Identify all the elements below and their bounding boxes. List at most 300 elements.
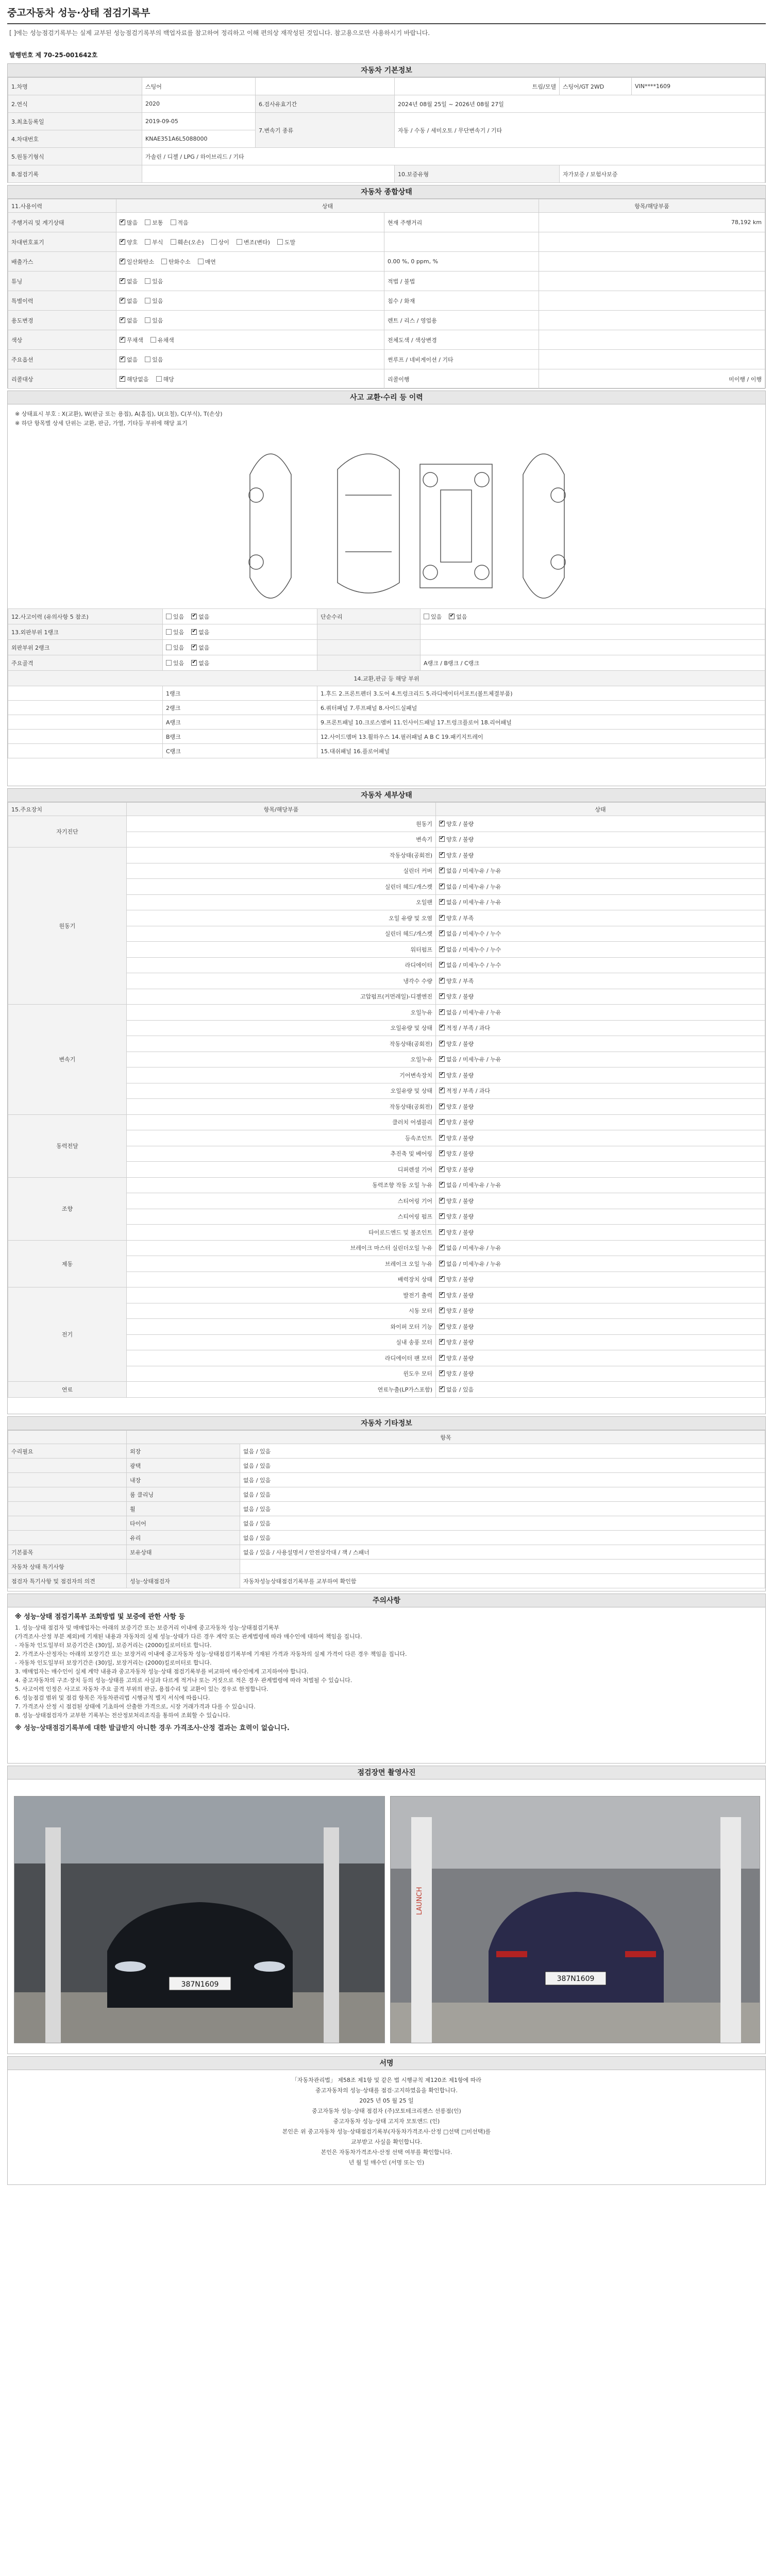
general-row	[8, 369, 765, 389]
checkbox[interactable]	[439, 1370, 445, 1376]
detail-group: 전기	[8, 1287, 127, 1382]
detail-item: 브레이크 마스터 실린더오일 누유	[127, 1240, 436, 1256]
accident-row	[8, 640, 765, 655]
option-label: 유채색	[157, 336, 174, 344]
detail-state	[436, 1020, 765, 1036]
caution-line: 4. 중고자동차의 구조·장치 등의 성능·상태를 고의로 사실과 다르게 적거나 또는 거짓으로 적은 경우 관계법령에 따라 처벌될 수 있습니다.	[15, 1677, 352, 1684]
option[interactable]	[120, 218, 138, 227]
option[interactable]	[145, 218, 163, 227]
accident-row-label2	[317, 640, 421, 655]
basic-info-header: 자동차 기본정보	[8, 64, 765, 77]
checkbox[interactable]	[439, 852, 445, 858]
checkbox[interactable]	[145, 357, 150, 362]
option[interactable]	[120, 277, 138, 285]
general-row-extra: 렌트 / 리스 / 영업용	[384, 311, 539, 330]
accident-row-extra	[421, 609, 765, 624]
checkbox[interactable]	[439, 884, 445, 889]
general-row-label: 주행거리 및 계기상태	[8, 213, 116, 232]
detail-row	[8, 1114, 765, 1130]
state-label: 없음 / 미세누유 / 누유	[446, 1056, 501, 1063]
option-label: 없음	[127, 317, 138, 324]
option-label: 변조(변타)	[243, 239, 270, 246]
basic-label: 트림/모델	[395, 78, 560, 95]
state-label: 없음 / 미세누유 / 누유	[446, 1182, 501, 1189]
state-label: 없음 / 미세누유 / 누유	[446, 1009, 501, 1016]
checkbox[interactable]	[191, 629, 197, 635]
license-plate: 387N1609	[557, 1975, 595, 1983]
option[interactable]	[171, 218, 189, 227]
other-label: 점검자 특기사항 및 점검자의 의견	[8, 1574, 127, 1588]
other-label	[8, 1459, 127, 1473]
checkbox[interactable]	[439, 821, 445, 826]
option-label: 상이	[218, 239, 229, 246]
checkbox[interactable]	[439, 868, 445, 873]
option-label: 있음	[152, 297, 163, 304]
checkbox[interactable]	[439, 1355, 445, 1361]
detail-item: 라디에이터 팬 모터	[127, 1350, 436, 1366]
option[interactable]	[166, 643, 184, 652]
checkbox[interactable]	[145, 298, 150, 303]
other-sub: 광택	[127, 1459, 240, 1473]
detail-item: 오일 유량 및 오염	[127, 910, 436, 926]
detail-state	[436, 863, 765, 879]
checkbox[interactable]	[120, 337, 125, 343]
option[interactable]	[449, 613, 467, 621]
option[interactable]	[237, 238, 270, 246]
other-sub: 룸 클리닝	[127, 1487, 240, 1502]
general-row-options	[116, 252, 384, 272]
checkbox[interactable]	[120, 298, 125, 303]
part-items: 6.쿼터패널 7.루프패널 8.사이드실패널	[317, 701, 765, 715]
checkbox[interactable]	[120, 317, 125, 323]
checkbox[interactable]	[191, 614, 197, 619]
option[interactable]	[211, 238, 229, 246]
checkbox[interactable]	[120, 239, 125, 245]
signature-text	[8, 2070, 765, 2173]
option[interactable]	[120, 238, 138, 246]
checkbox[interactable]	[439, 1088, 445, 1093]
detail-state	[436, 1366, 765, 1382]
option-label: 일산화탄소	[127, 258, 155, 265]
state-label: 없음 / 미세누유 / 누유	[446, 883, 501, 890]
state-label: 양호 / 불량	[446, 1103, 474, 1110]
option[interactable]	[145, 355, 163, 364]
checkbox[interactable]	[439, 1339, 445, 1345]
option-label: 있음	[173, 629, 184, 636]
option[interactable]	[166, 613, 184, 621]
checkbox[interactable]	[145, 278, 150, 284]
state-label: 양호 / 불량	[446, 993, 474, 1001]
signature-line: 년 월 일 매수인 (서명 또는 인)	[348, 2159, 425, 2166]
detail-item: 오일팬	[127, 894, 436, 910]
accident-row-label2	[317, 655, 421, 671]
general-row-extra	[384, 232, 539, 252]
col-header: 11.사용이력	[8, 199, 116, 213]
option[interactable]	[120, 355, 138, 364]
caution-line: 2. 가격조사·산정자는 아래의 보장기간 또는 보장거리 이내에 중고자동차 성능·상태점검기록부에 기재된 가격과 자동차의 실제 가격이 다른 경우 책임을 집니다.	[15, 1651, 407, 1657]
detail-state	[436, 1052, 765, 1067]
part-row	[8, 686, 765, 701]
option[interactable]	[191, 643, 209, 652]
other-row	[8, 1459, 765, 1473]
basic-label: 10.보증유형	[395, 165, 560, 183]
col-header: 항목	[127, 1431, 765, 1444]
detail-item: 고압펌프(커먼레일)-디젤엔진	[127, 989, 436, 1005]
detail-state	[436, 1005, 765, 1021]
checkbox[interactable]	[439, 1072, 445, 1078]
other-info-table	[8, 1430, 765, 1588]
caution-line: 7. 가격조사 산정 시 점검된 상태에 기초하여 산출한 가격으로, 시장 거래가격과 다를 수 있습니다.	[15, 1703, 256, 1710]
option-label: 없음	[198, 659, 210, 667]
state-label: 양호 / 부족	[446, 914, 474, 922]
option[interactable]	[120, 336, 143, 344]
checkbox[interactable]	[439, 1386, 445, 1392]
general-row-label: 리콜대상	[8, 369, 116, 389]
general-row	[8, 291, 765, 311]
detail-group: 조향	[8, 1177, 127, 1240]
detail-item: 실린더 헤드/개스켓	[127, 879, 436, 895]
basic-value: 2020	[142, 95, 256, 113]
general-row-label: 차대번호표기	[8, 232, 116, 252]
car-diagram	[8, 433, 765, 608]
option-label: 있음	[431, 613, 442, 620]
checkbox[interactable]	[439, 1324, 445, 1329]
detail-item: 등속조인트	[127, 1130, 436, 1146]
other-label: 기본품목	[8, 1545, 127, 1560]
basic-value: 스팅어	[142, 78, 256, 95]
state-label: 양호 / 불량	[446, 1166, 474, 1173]
part-rank: 1랭크	[163, 686, 317, 701]
basic-value: 2024년 08월 25일 ~ 2026년 08월 27일	[395, 95, 765, 113]
checkbox[interactable]	[439, 1229, 445, 1235]
detail-state	[436, 1256, 765, 1272]
checkbox[interactable]	[439, 1166, 445, 1172]
detail-item: 실린더 커버	[127, 863, 436, 879]
option[interactable]	[191, 659, 209, 667]
other-row	[8, 1444, 765, 1459]
accident-row-extra	[421, 640, 765, 655]
state-label: 양호 / 불량	[446, 1370, 474, 1378]
checkbox[interactable]	[439, 899, 445, 905]
checkbox[interactable]	[145, 317, 150, 323]
option[interactable]	[424, 613, 442, 621]
basic-value: 스팅어/GT 2WD	[560, 78, 632, 95]
accident-row	[8, 624, 765, 640]
state-label: 없음 / 미세누유 / 누유	[446, 868, 501, 875]
option[interactable]	[145, 316, 163, 325]
checkbox[interactable]	[120, 259, 125, 264]
part-row	[8, 744, 765, 758]
general-row-label: 색상	[8, 330, 116, 350]
checkbox[interactable]	[449, 614, 455, 619]
detail-row	[8, 1177, 765, 1193]
detail-state	[436, 957, 765, 973]
detail-group: 변속기	[8, 1005, 127, 1115]
col-header: 상태	[116, 199, 539, 213]
detail-header: 자동차 세부상태	[8, 789, 765, 802]
basic-label: 8.점검기록	[8, 165, 142, 183]
checkbox[interactable]	[145, 219, 150, 225]
basic-label: 4.차대번호	[8, 130, 142, 148]
option[interactable]	[191, 628, 209, 636]
state-label: 양호 / 불량	[446, 1323, 474, 1330]
state-label: 없음 / 미세누유 / 누유	[446, 1260, 501, 1267]
checkbox[interactable]	[166, 614, 172, 619]
checkbox[interactable]	[156, 376, 162, 382]
checkbox[interactable]	[439, 836, 445, 842]
option[interactable]	[198, 258, 216, 266]
general-row-options	[116, 232, 384, 252]
detail-item: 디퍼렌셜 기어	[127, 1162, 436, 1178]
checkbox[interactable]	[166, 645, 172, 650]
checkbox[interactable]	[161, 259, 167, 264]
state-label: 양호 / 부족	[446, 977, 474, 985]
basic-value: 가솔린 / 디젤 / LPG / 하이브리드 / 기타	[142, 148, 765, 165]
detail-row	[8, 1287, 765, 1303]
detail-state	[436, 910, 765, 926]
checkbox[interactable]	[120, 357, 125, 362]
checkbox[interactable]	[439, 1182, 445, 1188]
checkbox[interactable]	[439, 1261, 445, 1266]
part-row	[8, 715, 765, 730]
option[interactable]	[150, 336, 174, 344]
checkbox[interactable]	[439, 978, 445, 984]
general-row	[8, 252, 765, 272]
checkbox[interactable]	[171, 239, 176, 245]
state-label: 적정 / 부족 / 과다	[446, 1025, 491, 1032]
option-label: 없음	[456, 613, 467, 620]
part-rank: 2랭크	[163, 701, 317, 715]
other-row	[8, 1545, 765, 1560]
checkbox[interactable]	[439, 993, 445, 999]
state-label: 없음 / 미세누유 / 누유	[446, 1245, 501, 1252]
checkbox[interactable]	[166, 629, 172, 635]
checkbox[interactable]	[439, 1245, 445, 1250]
checkbox[interactable]	[439, 946, 445, 952]
checkbox[interactable]	[191, 660, 197, 666]
basic-info-table	[8, 77, 765, 183]
caution-line: 8. 성능·상태점검자가 교부한 기록부는 전산정보처리조직을 통하여 조회할 수 있습니다.	[15, 1712, 230, 1719]
general-row	[8, 213, 765, 232]
option-label: 없음	[127, 356, 138, 363]
caution-header: 주의사항	[8, 1594, 765, 1607]
accident-row-label: 주요골격	[8, 655, 163, 671]
option[interactable]	[161, 258, 191, 266]
checkbox[interactable]	[145, 239, 150, 245]
detail-item: 워터펌프	[127, 942, 436, 958]
other-label	[8, 1487, 127, 1502]
other-sub	[127, 1560, 240, 1574]
col-header: 항목/해당부품	[539, 199, 765, 213]
other-value: 자동차성능상태점검기록부를 교부하여 확인함	[240, 1574, 765, 1588]
checkbox[interactable]	[439, 1025, 445, 1030]
state-label: 없음 / 미세누수 / 누수	[446, 962, 501, 969]
detail-row	[8, 1240, 765, 1256]
caution-line: 1. 성능·상태 점검자 및 매매업자는 아래의 보증기간 또는 보증거리 이내에 중고자동차 성능·상태점검기록부	[15, 1624, 279, 1631]
signature-line: 중고자동차 성능·상태 고지자 모토앤드 (인)	[333, 2118, 440, 2125]
detail-item: 스티어링 펌프	[127, 1209, 436, 1225]
detail-state	[436, 1114, 765, 1130]
signature-line: 본인은 위 중고자동차 성능·상태점검기록부(자동차가격조사·산정 □선택 □미선택)를	[282, 2128, 491, 2135]
general-row	[8, 232, 765, 252]
other-row	[8, 1574, 765, 1588]
checkbox[interactable]	[439, 1276, 445, 1282]
detail-state	[436, 973, 765, 989]
general-state-section	[7, 185, 766, 388]
checkbox[interactable]	[120, 376, 125, 382]
checkbox[interactable]	[439, 1198, 445, 1204]
checkbox[interactable]	[439, 962, 445, 968]
option[interactable]	[120, 258, 154, 266]
document-title: 중고자동차 성능·상태 점검기록부	[7, 2, 766, 24]
option-label: 매연	[205, 258, 216, 265]
other-sub: 성능·상태점검자	[127, 1574, 240, 1588]
caution-line: - 자동차 인도일부터 보증기간은 (30)일, 보증거리는 (2000)킬로미터로 합니다.	[15, 1642, 212, 1649]
caution-text	[8, 1607, 765, 1738]
option[interactable]	[191, 613, 209, 621]
other-sub: 타이어	[127, 1516, 240, 1531]
option-label: 있음	[173, 613, 184, 620]
checkbox[interactable]	[191, 645, 197, 650]
document-number: 발행번호 제 70-25-001642호	[9, 52, 98, 59]
accident-row-label: 13.외판부위 1랭크	[8, 624, 163, 640]
basic-value: 자동 / 수동 / 세미오토 / 무단변속기 / 기타	[395, 113, 765, 148]
option-label: 없음	[198, 629, 210, 636]
detail-state	[436, 1382, 765, 1398]
accident-legend: ※ 하단 항목별 상세 단위는 교환, 판금, 가열, 기타등 부위에 해당 표기	[15, 420, 188, 427]
caution-footer: ※ 성능·상태점검기록부에 대한 발급받지 아니한 경우 가격조사·산정 결과는 효력이 없습니다.	[15, 1724, 290, 1732]
checkbox[interactable]	[439, 915, 445, 921]
checkbox[interactable]	[237, 239, 242, 245]
general-row-extra: 썬루프 / 네비게이션 / 기타	[384, 350, 539, 369]
other-value: 없음 / 있음	[240, 1531, 765, 1545]
detail-state	[436, 926, 765, 942]
general-row-options	[116, 213, 384, 232]
option[interactable]	[277, 238, 295, 246]
checkbox[interactable]	[211, 239, 217, 245]
detail-state	[436, 1177, 765, 1193]
accident-row-options	[163, 640, 317, 655]
general-row-label: 주요옵션	[8, 350, 116, 369]
option[interactable]	[145, 238, 163, 246]
detail-state	[436, 1209, 765, 1225]
general-row-options	[116, 291, 384, 311]
signature-line: 2025 년 05 월 25 일	[359, 2097, 414, 2104]
other-label	[8, 1531, 127, 1545]
general-row-value: 78,192 km	[539, 213, 765, 232]
checkbox[interactable]	[277, 239, 283, 245]
detail-item: 라디에이터	[127, 957, 436, 973]
state-label: 양호 / 불량	[446, 1119, 474, 1126]
detail-item: 추진축 및 베어링	[127, 1146, 436, 1162]
detail-row	[8, 1005, 765, 1021]
detail-item: 와이퍼 모터 기능	[127, 1319, 436, 1335]
general-row-extra: 현재 주행거리	[384, 213, 539, 232]
basic-label: 6.검사유효기간	[256, 95, 395, 113]
checkbox[interactable]	[166, 660, 172, 666]
detail-item: 시동 모터	[127, 1303, 436, 1319]
basic-label: 7.변속기 종류	[256, 113, 395, 148]
state-label: 없음 / 미세누수 / 누수	[446, 946, 501, 953]
document-notice: [ ]에는 성능점검기록부는 실제 교부된 성능점검기록부의 백업자료를 참고하여 정리하고 이해 편의상 재작성된 것입니다. 참고용으로만 사용하시기 바랍니다.	[9, 29, 430, 37]
checkbox[interactable]	[439, 1135, 445, 1141]
caution-line: 3. 매매업자는 매수인이 실제 계약 내용과 중고자동차 성능·상태 점검기록부를 비교하여 매수인에게 고지하여야 합니다.	[15, 1668, 309, 1675]
general-row-label: 튜닝	[8, 272, 116, 291]
checkbox[interactable]	[439, 1009, 445, 1015]
detail-state	[436, 1146, 765, 1162]
checkbox[interactable]	[171, 219, 176, 225]
option[interactable]	[120, 316, 138, 325]
checkbox[interactable]	[439, 1150, 445, 1156]
basic-label: 5.원동기형식	[8, 148, 142, 165]
state-label: 적정 / 부족 / 과다	[446, 1088, 491, 1095]
part-row	[8, 730, 765, 744]
option[interactable]	[166, 659, 184, 667]
state-label: 양호 / 불량	[446, 852, 474, 859]
photo-header: 점검장면 촬영사진	[8, 1766, 765, 1780]
option[interactable]	[120, 375, 149, 383]
checkbox[interactable]	[424, 614, 429, 619]
detail-item: 작동상태(공회전)	[127, 848, 436, 863]
detail-state	[436, 848, 765, 863]
general-row-extra: 전체도색 / 색상변경	[384, 330, 539, 350]
checkbox[interactable]	[439, 1308, 445, 1313]
detail-state	[436, 1350, 765, 1366]
checkbox[interactable]	[439, 1104, 445, 1109]
state-label: 양호 / 불량	[446, 1197, 474, 1205]
checkbox[interactable]	[439, 1056, 445, 1062]
checkbox[interactable]	[439, 930, 445, 936]
option[interactable]	[145, 297, 163, 305]
option[interactable]	[120, 297, 138, 305]
option[interactable]	[166, 628, 184, 636]
accident-row-options	[163, 655, 317, 671]
general-row-value	[539, 232, 765, 252]
detail-state	[436, 989, 765, 1005]
accident-legend: ※ 상태표시 부호 : X(교환), W(판금 또는 용접), A(흠집), U(요철), C(부식), T(손상)	[15, 411, 223, 417]
state-label: 양호 / 불량	[446, 1354, 474, 1362]
option[interactable]	[145, 277, 163, 285]
state-label: 양호 / 불량	[446, 1072, 474, 1079]
checkbox[interactable]	[120, 278, 125, 284]
checkbox[interactable]	[439, 1119, 445, 1125]
detail-item: 원동기	[127, 816, 436, 832]
checkbox[interactable]	[439, 1041, 445, 1046]
basic-label: 1.차명	[8, 78, 142, 95]
checkbox[interactable]	[150, 337, 156, 343]
checkbox[interactable]	[439, 1292, 445, 1298]
checkbox[interactable]	[439, 1213, 445, 1219]
other-row	[8, 1487, 765, 1502]
other-row	[8, 1560, 765, 1574]
detail-state	[436, 1303, 765, 1319]
checkbox[interactable]	[120, 219, 125, 225]
option-label: 있음	[173, 659, 184, 667]
option[interactable]	[156, 375, 174, 383]
other-sub: 내장	[127, 1473, 240, 1487]
accident-row-extra: A랭크 / B랭크 / C랭크	[421, 655, 765, 671]
detail-state	[436, 1272, 765, 1287]
state-label: 양호 / 불량	[446, 1292, 474, 1299]
option[interactable]	[171, 238, 204, 246]
state-label: 없음 / 있음	[446, 1386, 474, 1393]
detail-state	[436, 816, 765, 832]
detail-state	[436, 1240, 765, 1256]
option-label: 없음	[198, 613, 210, 620]
general-row-options	[116, 369, 384, 389]
basic-info-section	[7, 63, 766, 183]
checkbox[interactable]	[198, 259, 204, 264]
